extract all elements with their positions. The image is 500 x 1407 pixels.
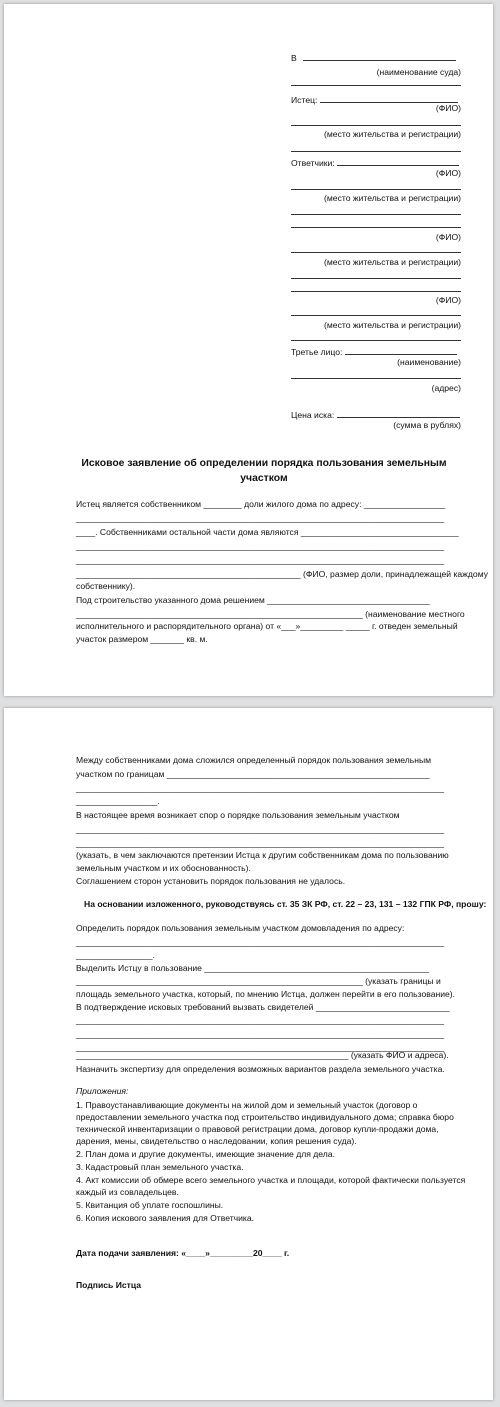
third-party-address-blank	[291, 378, 461, 379]
defendant1-fio-caption: (ФИО)	[435, 168, 461, 178]
body-line: участок размером _______ кв. м.	[76, 634, 208, 644]
sum-caption: (сумма в рублях)	[393, 420, 461, 430]
body-line: _____________________________________________________________________________	[76, 541, 445, 551]
defendants-label: Ответчики:	[291, 158, 335, 168]
body-line: собственнику).	[76, 581, 136, 591]
request-line: _____________________________________________________________________________	[76, 1042, 445, 1052]
body-line: Истец является собственником ________ доли жилого дома по адресу: _________________	[76, 499, 446, 509]
defendant3-fio-caption: (ФИО)	[435, 295, 461, 305]
body-line: исполнительного и распорядительного органа) от «___»_________ _____ г. отведен земельный	[76, 621, 458, 631]
defendant1-residence-blank	[291, 189, 461, 190]
appendix-item: 6. Копия искового заявления для Ответчика.	[76, 1213, 255, 1223]
document-page-2	[4, 708, 493, 1400]
appendix-item: технической инвентаризации о правовой регистрации дома, договор купли-продажи дома,	[76, 1124, 439, 1134]
plaintiff-blank	[320, 93, 458, 103]
defendant2-fio-caption: (ФИО)	[435, 232, 461, 242]
request-line: _____________________________________________________________________________	[76, 1029, 445, 1039]
court-blank-2	[291, 85, 461, 86]
body-line: Между собственниками дома сложился определенный порядок пользования земельным	[76, 755, 432, 765]
claim-price-label: Цена иска:	[291, 410, 335, 420]
defendant3-residence-caption: (место жительства и регистрации)	[324, 320, 461, 330]
defendant2-residence-blank	[291, 252, 461, 253]
body-line: _____________________________________________________________________________	[76, 838, 445, 848]
body-line: _______________________________________________ (ФИО, размер доли, принадлежащей каждому	[76, 569, 489, 579]
body-line: _____________________________________________________________________________	[76, 824, 445, 834]
body-line: (указать, в чем заключаются претензии Истца к другим собственникам дома по пользованию	[76, 850, 449, 860]
request-line: _________________________________________________________ (указать ФИО и адреса).	[76, 1050, 449, 1060]
body-line: _________________.	[76, 796, 160, 806]
court-caption: (наименование суда)	[376, 67, 461, 77]
appendix-item: дарения, мены, свидетельство о наследовании, копия решения суда).	[76, 1136, 357, 1146]
request-line: площадь земельного участка, который, по мнению Истца, должен перейти в его пользование).	[76, 989, 456, 999]
appendix-item: 1. Правоустанавливающие документы на жилой дом и земельный участок (договор о	[76, 1100, 418, 1110]
third-party-blank-a	[291, 340, 461, 341]
plaintiff-blank-2	[291, 151, 461, 152]
court-prefix: В	[291, 53, 297, 63]
defendant2-residence-caption: (место жительства и регистрации)	[324, 257, 461, 267]
plaintiff-residence-blank	[291, 125, 461, 126]
appendix-item: 5. Квитанция об уплате госпошлины.	[76, 1200, 224, 1210]
plaintiff-signature: Подпись Истца	[76, 1280, 142, 1290]
request-line: _____________________________________________________________________________	[76, 1015, 445, 1025]
request-line: Определить порядок пользования земельным участком домовладения по адресу:	[76, 923, 405, 933]
body-line: _____________________________________________________________________________	[76, 513, 445, 523]
defendant2-blank-b	[291, 227, 461, 228]
document-title: Исковое заявление об определении порядка пользования земельным участком	[81, 458, 447, 484]
request-line: В подтверждение исковых требований вызвать свидетелей ____________________________	[76, 1002, 450, 1012]
appendix-item: 2. План дома и другие документы, имеющие значение для дела.	[76, 1149, 335, 1159]
body-line: _____________________________________________________________________________	[76, 783, 445, 793]
request-line: ____________________________________________________________ (указать границы и	[76, 976, 441, 986]
request-line: Выделить Истцу в пользование _______________________________________________	[76, 963, 429, 973]
body-line: участком по границам _______________________________________________________	[76, 769, 430, 779]
legal-basis: На основании изложенного, руководствуясь ст. 35 ЗК РФ, ст. 22 – 23, 131 – 132 ГПК РФ, прошу:	[84, 899, 487, 909]
request-line: Назначить экспертизу для определения возможных вариантов раздела земельного участка.	[76, 1064, 445, 1074]
body-line: _____________________________________________________________________________	[76, 555, 445, 565]
claim-price-blank	[337, 408, 460, 418]
appendix-item: предоставлении земельного участка под строительство индивидуального дома; справка бюро	[76, 1112, 454, 1122]
third-party-blank	[345, 345, 457, 355]
request-line: _____________________________________________________________________________	[76, 937, 445, 947]
body-line: Соглашением сторон установить порядок пользования не удалось.	[76, 876, 346, 886]
appendix-item: 4. Акт комиссии об обмере всего земельного участка и площади, которой фактически пользуется	[76, 1175, 466, 1185]
court-blank	[303, 51, 456, 61]
body-line: ____. Собственниками остальной части дома являются _________________________________	[76, 527, 459, 537]
body-line: земельным участком и их обоснованность).	[76, 863, 251, 873]
body-line: В настоящее время возникает спор о порядке пользования земельным участком	[76, 810, 400, 820]
plaintiff-fio-caption: (ФИО)	[435, 103, 461, 113]
document-page-1	[4, 4, 493, 696]
court-line	[291, 51, 456, 64]
third-party-address-caption: (адрес)	[431, 383, 461, 393]
defendant1-residence-caption: (место жительства и регистрации)	[324, 193, 461, 203]
defendant2-blank-a	[291, 214, 461, 215]
appendix-item: каждый из совладельцев.	[76, 1187, 179, 1197]
defendant3-residence-blank	[291, 315, 461, 316]
body-line: ____________________________________________________________ (наименование местного	[76, 609, 465, 619]
request-line: ________________.	[76, 950, 155, 960]
third-party-label: Третье лицо:	[291, 347, 343, 357]
plaintiff-residence-caption: (место жительства и регистрации)	[324, 129, 461, 139]
appendix-item: 3. Кадастровый план земельного участка.	[76, 1162, 244, 1172]
defendant3-blank-b	[291, 291, 461, 292]
submission-date: Дата подачи заявления: «____»_________20____ г.	[76, 1248, 290, 1258]
body-line: Под строительство указанного дома решением __________________________________	[76, 595, 430, 605]
defendants-blank	[337, 156, 459, 166]
defendant3-blank-a	[291, 278, 461, 279]
plaintiff-label: Истец:	[291, 95, 318, 105]
appendix-heading: Приложения:	[76, 1086, 129, 1096]
third-party-name-caption: (наименование)	[397, 357, 461, 367]
